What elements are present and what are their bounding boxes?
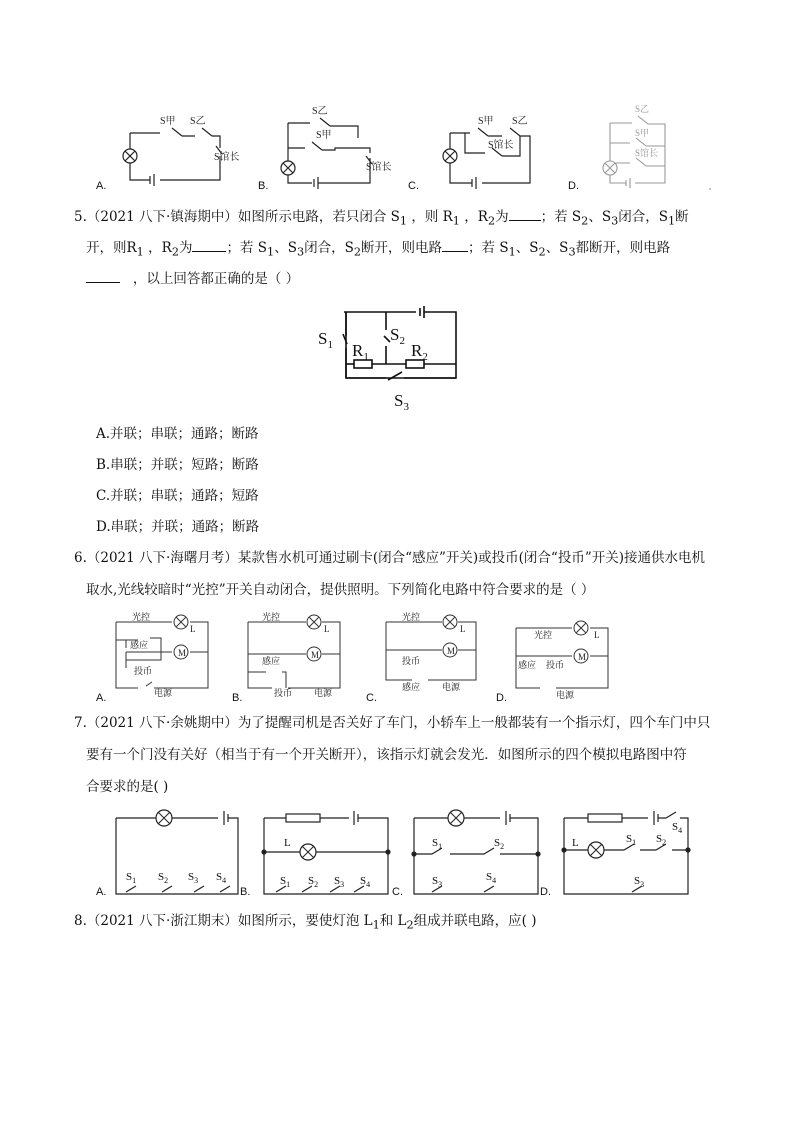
q4d-s-guanzhang-label: S馆长 bbox=[635, 148, 659, 158]
q6c-ganying-label: 感应 bbox=[402, 682, 421, 692]
q4-option-b: B. bbox=[258, 180, 269, 192]
q6d-l-label: L bbox=[594, 630, 600, 640]
q6a-m-label: M bbox=[178, 648, 187, 658]
q7b-s1-label: $S_1$ bbox=[280, 875, 291, 889]
q6b-toubi-label: 投币 bbox=[274, 688, 293, 698]
q6a-ganying-label: 感应 bbox=[130, 640, 149, 650]
q5-option-b: B.串联；并联；短路；断路 bbox=[96, 457, 259, 473]
q5-s1-label: $S_1$ bbox=[318, 329, 333, 351]
q4b-s-guanzhang-label: S馆长 bbox=[366, 162, 392, 173]
q4-option-a: A. bbox=[96, 180, 107, 192]
q6-stem-line2: 取水,光线较暗时“光控”开关自动闭合，提供照明。下列简化电路中符合要求的是（ ） bbox=[86, 582, 595, 598]
q6-option-c: C. bbox=[366, 692, 377, 704]
q6d-ganying-label: 感应 bbox=[518, 660, 537, 670]
q7-option-d: D. bbox=[540, 886, 551, 898]
q4a-s-jia-label: S甲 bbox=[160, 116, 176, 127]
q5-stem-line1: 5.（2021 八下·镇海期中）如图所示电路，若只闭合 $S_1$ ，则 $R_1$ ，$R_2$为 ；若 $S_2$、$S_3$闭合，$S_1$断 bbox=[74, 206, 689, 231]
q7-stem-line3: 合要求的是( ) bbox=[86, 779, 169, 795]
q5-r1-label: $R_1$ bbox=[352, 341, 369, 363]
q5-option-c: C.并联；串联；通路；短路 bbox=[96, 488, 259, 504]
q5-s3-label: $S_3$ bbox=[394, 391, 409, 413]
q7c-s3-label: $S_3$ bbox=[432, 875, 443, 889]
q7d-s2-label: $S_2$ bbox=[656, 833, 667, 847]
q4b-s-jia-label: S甲 bbox=[316, 130, 332, 141]
q7b-s2-label: $S_2$ bbox=[308, 875, 319, 889]
q6-option-a: A. bbox=[96, 692, 107, 704]
q6c-dianyuan-label: 电源 bbox=[442, 682, 461, 692]
q7b-s4-label: $S_4$ bbox=[360, 875, 371, 889]
q6d-dianyuan-label: 电源 bbox=[556, 690, 575, 700]
q7c-s4-label: $S_4$ bbox=[486, 871, 497, 885]
q7a-s4-label: $S_4$ bbox=[216, 871, 227, 885]
q8-stem: 8.（2021 八下·浙江期末）如图所示，要使灯泡 $L_1$和 $L_2$组成并联电路，应( ) bbox=[74, 913, 537, 932]
q6d-m-label: M bbox=[578, 652, 587, 662]
q5-option-a: A.并联；串联；通路；断路 bbox=[96, 426, 259, 442]
q4-option-d: D. bbox=[568, 180, 579, 192]
q5-option-d: D.串联；并联；通路；断路 bbox=[96, 519, 260, 535]
q6c-l-label: L bbox=[460, 624, 466, 634]
q7b-s3-label: $S_3$ bbox=[334, 875, 345, 889]
q6d-guangkong-label: 光控 bbox=[534, 630, 553, 640]
q6b-ganying-label: 感应 bbox=[262, 656, 281, 666]
q5-circuit-figure bbox=[316, 298, 466, 417]
q5-s2-label: $S_2$ bbox=[390, 325, 405, 347]
q7-option-c: C. bbox=[392, 886, 403, 898]
q6-option-d: D. bbox=[496, 692, 507, 704]
q6b-dianyuan-label: 电源 bbox=[314, 688, 333, 698]
q7-stem-line2: 要有一个门没有关好（相当于有一个开关断开），该指示灯就会发光．如图所示的四个模拟电路图中符 bbox=[86, 747, 687, 763]
q7c-s1-label: $S_1$ bbox=[432, 837, 443, 851]
q7-stem-line1: 7.（2021 八下·余姚期中）为了提醒司机是否关好了车门，小轿车上一般都装有一个指示灯，四个车门中只 bbox=[74, 715, 711, 731]
q7c-s2-label: $S_2$ bbox=[494, 837, 505, 851]
q4d-s-jia-label: S甲 bbox=[635, 128, 650, 138]
q6-stem-line1: 6.（2021 八下·海曙月考）某款售水机可通过刷卡(闭合“感应”开关)或投币(闭合“投币”开关)接通供水电机 bbox=[74, 550, 705, 566]
q6c-guangkong-label: 光控 bbox=[402, 612, 421, 622]
q7d-s1-label: $S_1$ bbox=[626, 833, 637, 847]
q4a-s-guanzhang-label: S馆长 bbox=[214, 152, 240, 163]
q6a-toubi-label: 投币 bbox=[134, 666, 153, 676]
q6-figures bbox=[96, 612, 616, 710]
q6a-dianyuan-label: 电源 bbox=[154, 688, 173, 698]
q7-option-b: B. bbox=[240, 886, 251, 898]
q6c-m-label: M bbox=[447, 646, 456, 656]
q4c-s-yi-label: S乙 bbox=[512, 116, 528, 127]
q5-stem-line2: 开，则$R_1$ ，$R_2$为 ；若 $S_1$、$S_3$闭合，$S_2$断开，则电路 ；若 $S_1$、$S_2$、$S_3$都断开，则电路 bbox=[86, 237, 670, 262]
q6d-toubi-label: 投币 bbox=[546, 660, 565, 670]
q7a-s2-label: $S_2$ bbox=[158, 871, 169, 885]
q4a-s-yi-label: S乙 bbox=[190, 116, 206, 127]
q6a-l-label: L bbox=[190, 624, 196, 634]
q6-option-b: B. bbox=[232, 692, 243, 704]
q6b-l-label: L bbox=[324, 624, 330, 634]
q4d-s-yi-label: S乙 bbox=[635, 104, 650, 114]
q7a-s1-label: $S_1$ bbox=[126, 871, 137, 885]
q7b-l-label: L bbox=[284, 837, 291, 849]
q6c-toubi-label: 投币 bbox=[402, 656, 421, 666]
q7-option-a: A. bbox=[96, 886, 107, 898]
q4c-s-jia-label: S甲 bbox=[478, 116, 494, 127]
q7a-s3-label: $S_3$ bbox=[188, 871, 199, 885]
q4c-s-guanzhang-label: S馆长 bbox=[488, 140, 514, 151]
q4b-s-yi-label: S乙 bbox=[312, 106, 328, 117]
q7d-s4-label: $S_4$ bbox=[672, 821, 683, 835]
q7-figures bbox=[104, 806, 704, 900]
q6b-guangkong-label: 光控 bbox=[262, 612, 281, 622]
q7d-s3-label: $S_3$ bbox=[634, 875, 645, 889]
q5-stem-line3: ，以上回答都正确的是（ ） bbox=[86, 268, 299, 288]
q5-r2-label: $R_2$ bbox=[411, 341, 428, 363]
q6b-m-label: M bbox=[311, 650, 320, 660]
q7d-l-label: L bbox=[572, 837, 579, 849]
q4-option-c: C. bbox=[408, 180, 419, 192]
q6a-guangkong-label: 光控 bbox=[132, 612, 151, 622]
